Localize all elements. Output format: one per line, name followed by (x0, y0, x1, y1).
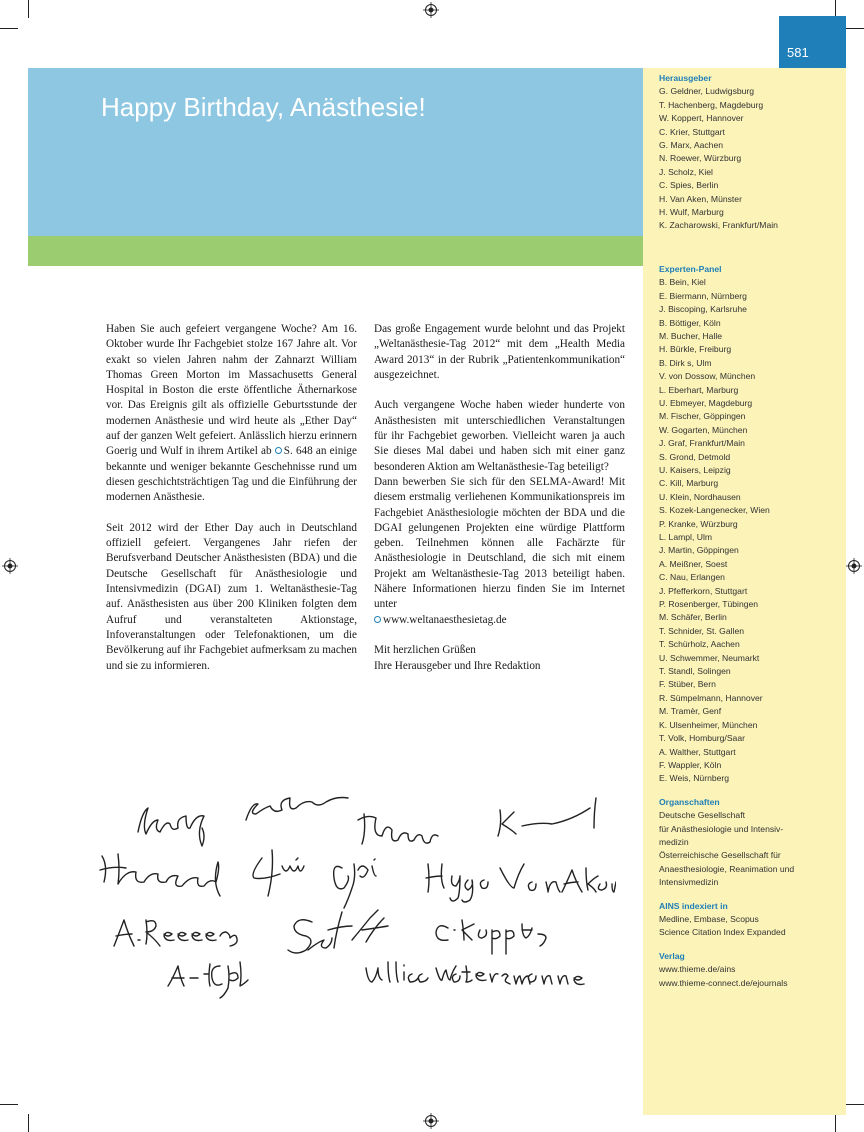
herausgeber-entry: W. Koppert, Hannover (659, 113, 744, 124)
experten-entry: E. Weis, Nürnberg (659, 773, 730, 784)
herausgeber-entry: K. Zacharowski, Frankfurt/Main (659, 220, 778, 231)
experten-entry: S. Kozek-Langenecker, Wien (659, 505, 770, 516)
signatures-image (96, 780, 616, 1010)
experten-entry: U. Ebmeyer, Magdeburg (659, 397, 753, 408)
herausgeber-entry: T. Hachenberg, Magdeburg (659, 99, 764, 110)
experten-entry: B. Bein, Kiel (659, 277, 706, 288)
paragraph-text: Dann bewerben Sie sich für den SELMA-Award! Mit diesem erstmalig verliehenen Kommunikationspreis im Fachgebiet Anästhesiologie möchten der BDA und die DGAI gelungenen Projekten eine würdige Plattform geben. Teilnehmen können alle Fachärzte für Anästhesiologie in Deutschland, die sich mit einem Projekt am Weltanästhesie-Tag 2013 beteiligt haben. Nähere Informationen hierzu finden Sie im Internet unter (374, 475, 625, 611)
closing-line: Ihre Herausgeber und Ihre Redaktion (374, 659, 541, 672)
crop-mark (846, 28, 864, 29)
paragraph: Auch vergangene Woche haben wieder hunderte von Anästhesisten mit unterschiedlichen Veranstaltungen für ihr Fachgebiet geworben. Vielleicht waren ja auch Sie dieses Mal dabei und haben sich mit einer ganz besonderen Aktion am Weltanästhesie-Tag beteiligt? (374, 399, 625, 473)
herausgeber-list (659, 85, 844, 232)
experten-entry: A. Meißner, Soest (659, 558, 728, 569)
verlag-entry: www.thieme.de/ains (659, 964, 736, 975)
crop-mark (28, 1114, 29, 1132)
arrow-bullet-icon (275, 447, 282, 454)
herausgeber-entry: H. Van Aken, Münster (659, 193, 742, 204)
experten-entry: M. Fischer, Göppingen (659, 411, 746, 422)
experten-entry: P. Kranke, Würzburg (659, 518, 738, 529)
organschaften-entry: Österreichische Gesellschaft für (659, 850, 781, 861)
experten-entry: M. Bucher, Halle (659, 330, 723, 341)
page-title: Happy Birthday, Anästhesie! (101, 92, 426, 122)
registration-mark-icon (2, 558, 18, 574)
experten-entry: M. Tramèr, Genf (659, 706, 722, 717)
organschaften-heading: Organschaften (659, 796, 720, 807)
herausgeber-entry: N. Roewer, Würzburg (659, 153, 742, 164)
page-reference-link[interactable]: S. 648 (283, 445, 313, 458)
crop-mark (835, 1114, 836, 1132)
crop-mark (0, 28, 18, 29)
experten-entry: J. Martin, Göppingen (659, 545, 739, 556)
experten-entry: J. Biscoping, Karlsruhe (659, 304, 747, 315)
experten-entry: E. Biermann, Nürnberg (659, 290, 747, 301)
indexed-heading: AINS indexiert in (659, 900, 728, 911)
experten-entry: S. Grond, Detmold (659, 451, 731, 462)
crop-mark (0, 1104, 18, 1105)
indexed-entry: Science Citation Index Expanded (659, 927, 786, 938)
experten-entry: F. Wappler, Köln (659, 759, 722, 770)
organschaften-entry: Anaesthesiologie, Reanimation und (659, 863, 795, 874)
organschaften-entry: Intensivmedizin (659, 877, 719, 888)
experten-entry: J. Graf, Frankfurt/Main (659, 438, 745, 449)
organschaften-list (659, 809, 844, 889)
experten-entry: T. Standl, Solingen (659, 666, 731, 677)
experten-entry: U. Kaisers, Leipzig (659, 464, 731, 475)
herausgeber-entry: C. Krier, Stuttgart (659, 126, 725, 137)
experten-entry: K. Ulsenheimer, München (659, 719, 758, 730)
herausgeber-heading: Herausgeber (659, 73, 712, 83)
organschaften-entry: für Anästhesiologie und Intensiv- (659, 823, 784, 834)
experten-entry: T. Schürholz, Aachen (659, 639, 740, 650)
herausgeber-entry: J. Scholz, Kiel (659, 166, 713, 177)
experten-entry: T. Schnider, St. Gallen (659, 625, 745, 636)
experten-entry: C. Kill, Marburg (659, 478, 719, 489)
paragraph (374, 475, 625, 628)
indexed-entry: Medline, Embase, Scopus (659, 913, 759, 924)
page-number-tab (779, 16, 846, 68)
experten-entry: C. Nau, Erlangen (659, 572, 725, 583)
herausgeber-entry: G. Marx, Aachen (659, 140, 724, 151)
page-number: 581 (787, 45, 809, 60)
verlag-list (659, 963, 844, 990)
registration-mark-icon (423, 2, 439, 18)
paragraph: Seit 2012 wird der Ether Day auch in Deutschland offiziell gefeiert. Vergangenes Jahr riefen der Berufsverband Deutscher Anästhesisten (BDA) und die Deutsche Gesellschaft für Anästhesiologie und Intensivmedizin (DGAI) zum 1. Weltanästhesie-Tag auf. Anästhesisten aus über 200 Kliniken folgten dem Aufruf und veranstalteten Aktionstage, Infoveranstaltungen oder Telefonaktionen, um die Bevölkerung auf ihr Fachgebiet aufmerksam zu machen und sie zu informieren. (106, 521, 358, 672)
text-column-right (374, 322, 625, 689)
experten-entry: B. Böttiger, Köln (659, 317, 721, 328)
sidebar-content (659, 72, 844, 990)
crop-mark (846, 1104, 864, 1105)
paragraph-text: Haben Sie auch gefeiert vergangene Woche? Am 16. Oktober wurde Ihr Fachgebiet stolze 167 Jahre alt. Vor exakt so vielen Jahren nahm der Zahnarzt William Thomas Green Morton im Massachusetts General Hospital in Boston die erste öffentliche Äthernarkose vor. Das Ereignis gilt als offizielle Geburtsstunde der modernen Anästhesie und wird heute als „Ether Day“ auf der ganzen Welt gefeiert. Anlässlich hierzu erinnern Goerig und Wulf in ihrem Artikel ab (106, 323, 357, 458)
experten-entry: F. Stüber, Bern (659, 679, 716, 690)
experten-entry: H. Bürkle, Freiburg (659, 344, 732, 355)
closing (374, 643, 625, 674)
herausgeber-entry: C. Spies, Berlin (659, 180, 719, 191)
arrow-bullet-icon (374, 616, 381, 623)
experten-entry: T. Volk, Homburg/Saar (659, 733, 745, 744)
experten-list (659, 276, 844, 785)
indexed-list (659, 913, 844, 940)
experten-entry: R. Sümpelmann, Hannover (659, 692, 763, 703)
experten-entry: L. Eberhart, Marburg (659, 384, 739, 395)
herausgeber-entry: G. Geldner, Ludwigsburg (659, 86, 755, 97)
paragraph (106, 322, 357, 506)
experten-entry: V. von Dossow, München (659, 371, 756, 382)
experten-entry: P. Rosenberger, Tübingen (659, 599, 759, 610)
registration-mark-icon (846, 558, 862, 574)
crop-mark (28, 0, 29, 18)
experten-entry: W. Gogarten, München (659, 424, 748, 435)
experten-entry: A. Walther, Stuttgart (659, 746, 736, 757)
experten-entry: U. Klein, Nordhausen (659, 491, 741, 502)
verlag-heading: Verlag (659, 950, 685, 961)
experten-heading: Experten-Panel (659, 263, 722, 274)
paragraph: Das große Engagement wurde belohnt und das Projekt „Weltanästhesie-Tag 2012“ mit dem „Health Media Award 2013“ in der Rubrik „Patientenkommunikation“ ausgezeichnet. (374, 323, 625, 381)
organschaften-entry: medizin (659, 836, 689, 847)
experten-entry: J. Pfefferkorn, Stuttgart (659, 585, 748, 596)
experten-entry: L. Lampl, Ulm (659, 532, 713, 542)
closing-line: Mit herzlichen Grüßen (374, 644, 476, 657)
organschaften-entry: Deutsche Gesellschaft (659, 810, 745, 821)
text-column-left (106, 322, 357, 689)
website-link[interactable]: www.weltanaesthesietag.de (383, 613, 507, 626)
registration-mark-icon (423, 1113, 439, 1129)
experten-entry: U. Schwemmer, Neumarkt (659, 652, 760, 663)
experten-entry: B. Dirk s, Ulm (659, 357, 712, 368)
experten-entry: M. Schäfer, Berlin (659, 612, 727, 623)
herausgeber-entry: H. Wulf, Marburg (659, 207, 724, 218)
verlag-entry: www.thieme-connect.de/ejournals (659, 977, 788, 988)
paragraph-text: an einige bekannte und weniger bekannte Geschehnisse rund um diesen geschichtsträchtigen Tag und die Einführung der modernen Anästhesie. (106, 445, 357, 504)
